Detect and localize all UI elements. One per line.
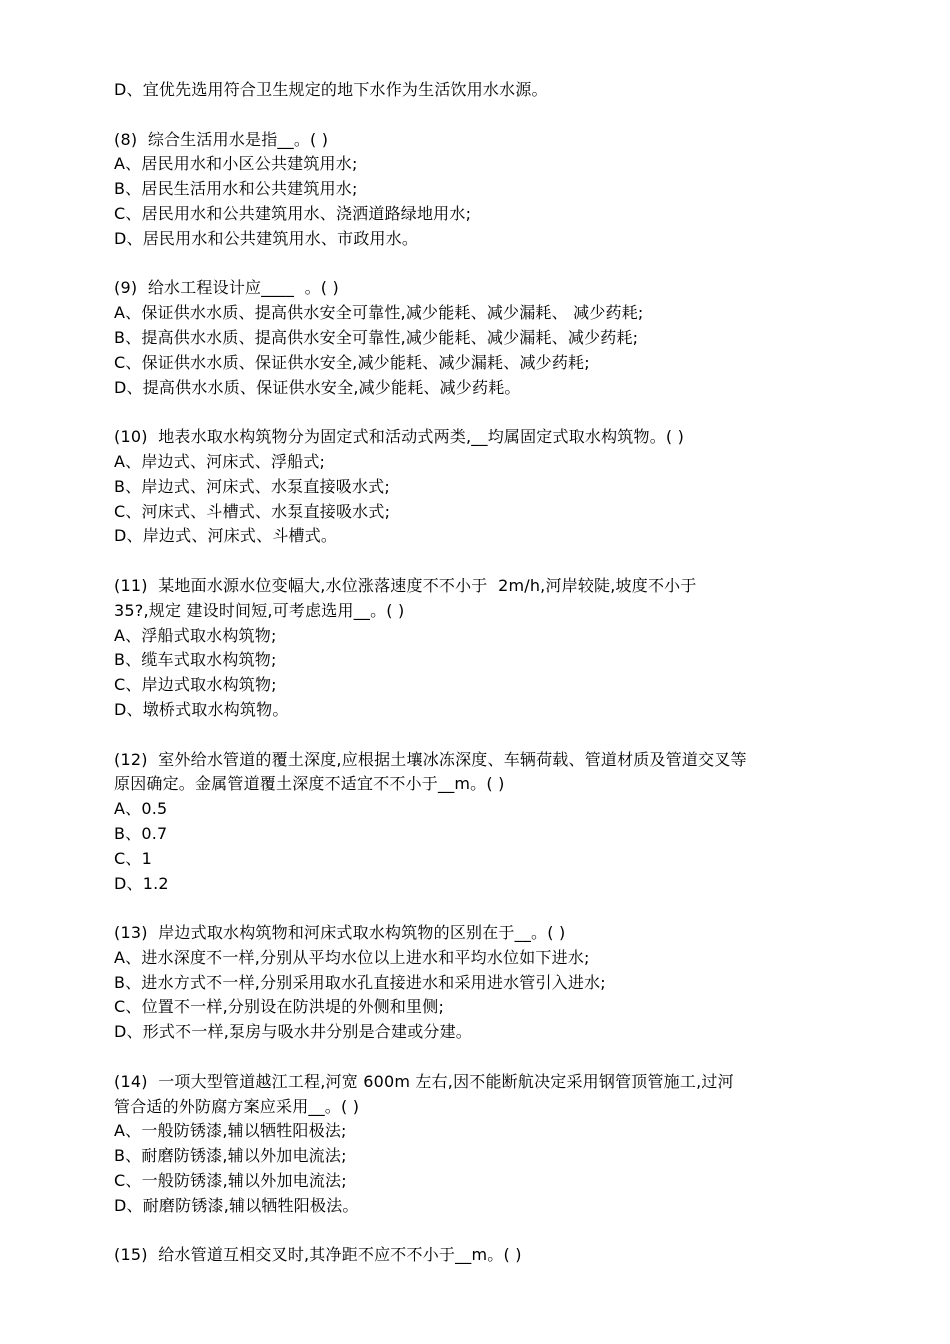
question-stem: (8) 综合生活用水是指__。( ) <box>114 129 329 149</box>
option-c: C、一般防锈漆,辅以外加电流法; <box>114 1171 347 1191</box>
question-stem-continued: 原因确定。金属管道覆土深度不适宜不不小于__m。( ) <box>114 774 505 794</box>
option-d: D、岸边式、河床式、斗槽式。 <box>114 526 338 546</box>
option-b: B、耐磨防锈漆,辅以外加电流法; <box>114 1146 347 1166</box>
question-stem: (9) 给水工程设计应____ 。( ) <box>114 278 339 298</box>
option-d: D、提高供水水质、保证供水安全,减少能耗、减少药耗。 <box>114 377 521 397</box>
question-stem: (11) 某地面水源水位变幅大,水位涨落速度不不小于 2m/h,河岸较陡,坡度不小于 <box>114 575 697 595</box>
option-c: C、位置不一样,分别设在防洪堤的外侧和里侧; <box>114 997 445 1017</box>
option-b: B、提高供水水质、提高供水安全可靠性,减少能耗、减少漏耗、减少药耗; <box>114 327 639 347</box>
document-page <box>114 78 886 1268</box>
option-b: B、进水方式不一样,分别采用取水孔直接进水和采用进水管引入进水; <box>114 972 606 992</box>
question-stem: (12) 室外给水管道的覆土深度,应根据土壤冰冻深度、车辆荷载、管道材质及管道交叉等 <box>114 749 747 769</box>
option-b: B、居民生活用水和公共建筑用水; <box>114 179 358 199</box>
option-b: B、0.7 <box>114 823 168 843</box>
option-c: C、保证供水水质、保证供水安全,减少能耗、减少漏耗、减少药耗; <box>114 352 590 372</box>
question-8 <box>114 128 886 252</box>
option-b: B、岸边式、河床式、水泵直接吸水式; <box>114 476 390 496</box>
question-12 <box>114 748 886 897</box>
question-stem: (13) 岸边式取水构筑物和河床式取水构筑物的区别在于__。( ) <box>114 923 566 943</box>
question-13 <box>114 921 886 1045</box>
option-a: A、进水深度不一样,分别从平均水位以上进水和平均水位如下进水; <box>114 947 590 967</box>
question-stem-continued: 管合适的外防腐方案应采用__。( ) <box>114 1096 360 1116</box>
question-stem-continued: 35?,规定 建设时间短,可考虑选用__。( ) <box>114 600 405 620</box>
question-14 <box>114 1070 886 1219</box>
option-a: A、岸边式、河床式、浮船式; <box>114 451 326 471</box>
option-c: C、岸边式取水构筑物; <box>114 675 277 695</box>
option-c: C、1 <box>114 848 152 868</box>
option-a: A、一般防锈漆,辅以牺牲阳极法; <box>114 1121 347 1141</box>
option-a: A、浮船式取水构筑物; <box>114 625 277 645</box>
option-d: D、形式不一样,泵房与吸水井分别是合建或分建。 <box>114 1022 473 1042</box>
question-11 <box>114 574 886 723</box>
question-stem: (15) 给水管道互相交叉时,其净距不应不不小于__m。( ) <box>114 1245 522 1265</box>
question-10 <box>114 425 886 549</box>
option-b: B、缆车式取水构筑物; <box>114 650 277 670</box>
option-a: A、居民用水和小区公共建筑用水; <box>114 154 358 174</box>
option-c: C、河床式、斗槽式、水泵直接吸水式; <box>114 501 391 521</box>
option-line: D、宜优先选用符合卫生规定的地下水作为生活饮用水水源。 <box>114 80 548 99</box>
question-15 <box>114 1243 886 1268</box>
option-d: D、墩桥式取水构筑物。 <box>114 699 289 719</box>
option-a: A、保证供水水质、提高供水安全可靠性,减少能耗、减少漏耗、 减少药耗; <box>114 303 644 323</box>
option-d: D、耐磨防锈漆,辅以牺牲阳极法。 <box>114 1195 359 1215</box>
option-c: C、居民用水和公共建筑用水、浇洒道路绿地用水; <box>114 203 472 223</box>
question-9 <box>114 276 886 400</box>
option-d: D、居民用水和公共建筑用水、市政用水。 <box>114 228 419 248</box>
question-stem: (10) 地表水取水构筑物分为固定式和活动式两类,__均属固定式取水构筑物。( ) <box>114 427 685 447</box>
option-a: A、0.5 <box>114 799 168 819</box>
question-stem: (14) 一项大型管道越江工程,河宽 600m 左右,因不能断航决定采用钢管顶管施工,过河 <box>114 1071 734 1091</box>
option-d: D、1.2 <box>114 873 169 893</box>
